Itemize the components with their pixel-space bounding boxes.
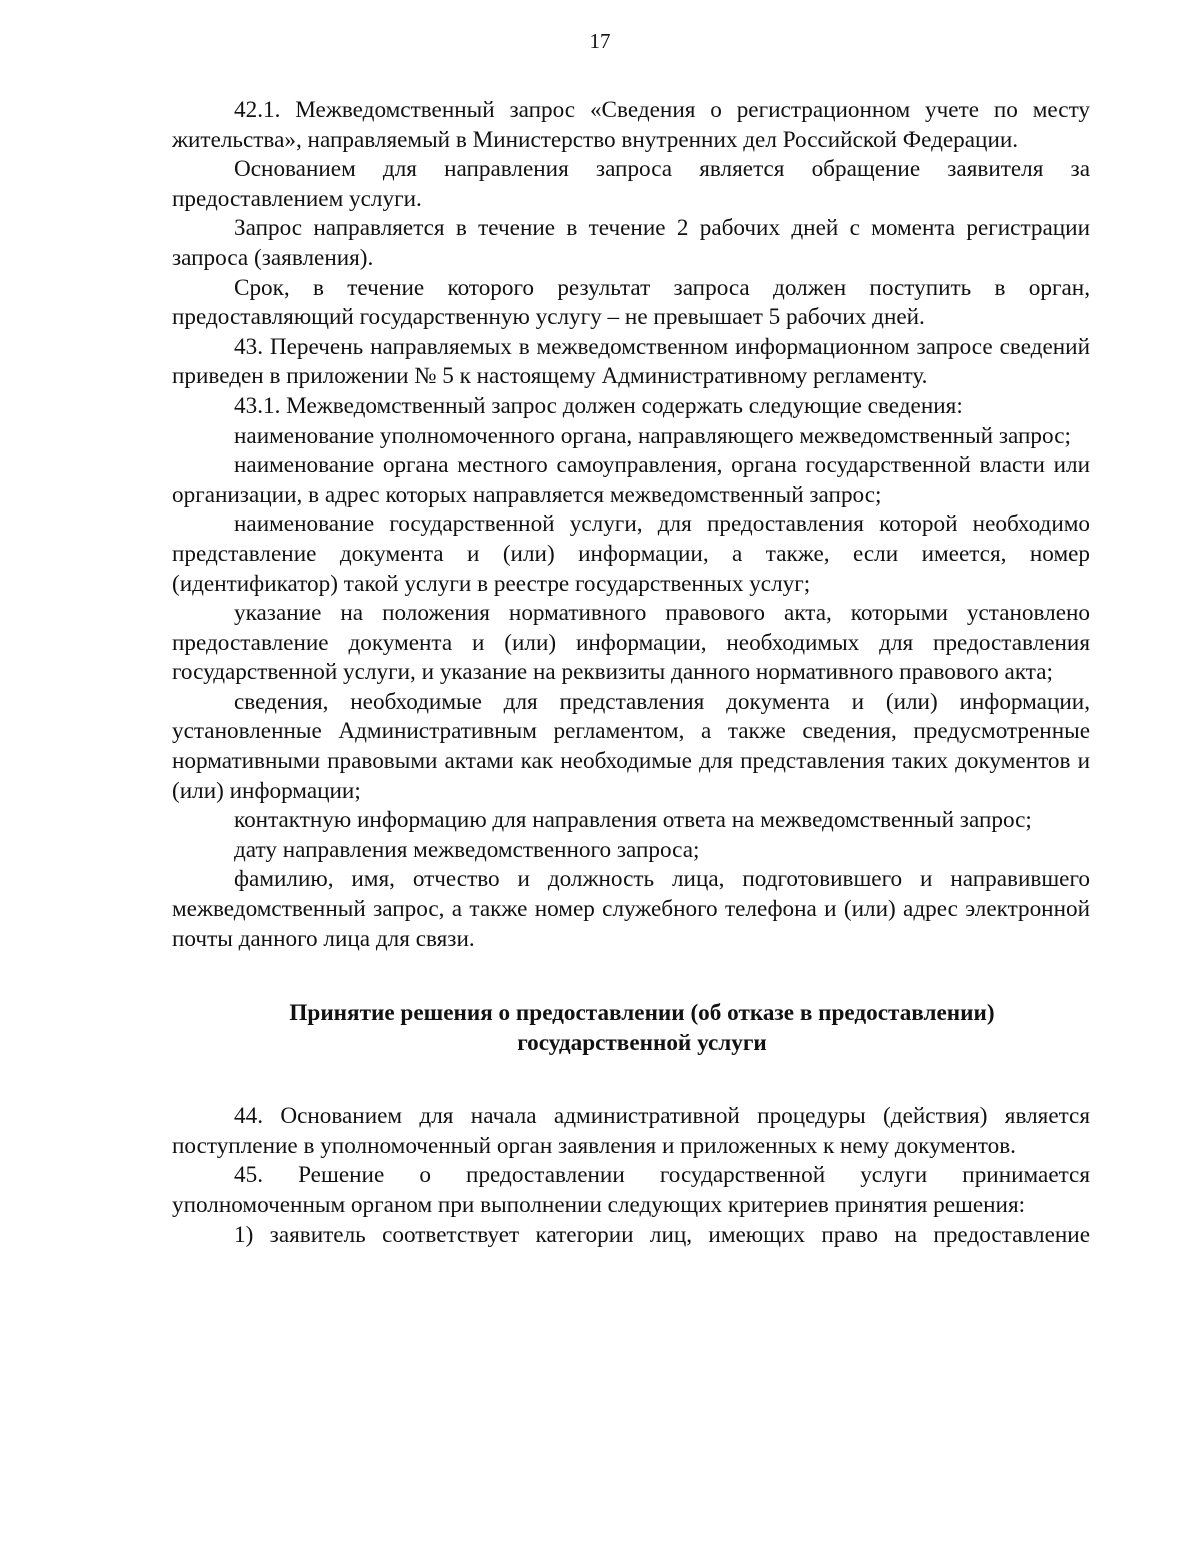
paragraph-43: 43. Перечень направляемых в межведомственном информационном запросе сведений приведен в приложении № 5 к настоящему Административному регламенту. <box>172 333 1090 390</box>
list-item: указание на положения нормативного правового акта, которыми установлено предоставление документа и (или) информации, необходимых для предоставления государственной услуги, и указание на реквизиты данного нормативного правового акта; <box>172 600 1090 686</box>
paragraph-44: 44. Основанием для начала административной процедуры (действия) является поступление в уполномоченный орган заявления и приложенных к нему документов. <box>172 1103 1090 1159</box>
list-item: сведения, необходимые для представления документа и (или) информации, установленные Административным регламентом, а также сведения, предусмотренные нормативными правовыми актами как необходимые для представления таких документов и (или) информации; <box>172 688 1090 804</box>
list-item: дату направления межведомственного запроса; <box>234 836 700 863</box>
paragraph-basis: Основанием для направления запроса является обращение заявителя за предоставлением услуги. <box>172 156 1090 212</box>
list-item: наименование уполномоченного органа, направляющего межведомственный запрос; <box>234 422 1071 449</box>
paragraph-43-1: 43.1. Межведомственный запрос должен содержать следующие сведения: <box>234 392 963 419</box>
page-number: 17 <box>589 29 611 53</box>
paragraph-result-deadline: Срок, в течение которого результат запроса должен поступить в орган, предоставляющий государственную услугу – не превышает 5 рабочих дней. <box>172 274 1090 331</box>
section-heading <box>172 998 1090 1058</box>
document-body <box>172 96 1090 1250</box>
section-heading-line-1: Принятие решения о предоставлении (об отказе в предоставлении) <box>289 1000 995 1027</box>
list-item: контактную информацию для направления ответа на межведомственный запрос; <box>234 807 1032 834</box>
list-item: фамилию, имя, отчество и должность лица, подготовившего и направившего межведомственный запрос, а также номер служебного телефона и (или) адрес электронной почты данного лица для связи. <box>172 866 1090 952</box>
section-heading-line-2: государственной услуги <box>517 1030 767 1057</box>
list-item: наименование государственной услуги, для предоставления которой необходимо представление документа и (или) информации, а также, если имеется, номер (идентификатор) такой услуги в реестре государственных услуг; <box>172 511 1090 597</box>
paragraph-request-term: Запрос направляется в течение в течение 2 рабочих дней с момента регистрации запроса (заявления). <box>172 215 1090 271</box>
paragraph-45: 45. Решение о предоставлении государственной услуги принимается уполномоченным органом при выполнении следующих критериев принятия решения: <box>172 1162 1090 1218</box>
list-item: наименование органа местного самоуправления, органа государственной власти или организации, в адрес которых направляется межведомственный запрос; <box>172 452 1090 508</box>
paragraph-criterion-1: 1) заявитель соответствует категории лиц, имеющих право на предоставление <box>234 1221 1090 1248</box>
paragraph-42-1: 42.1. Межведомственный запрос «Сведения о регистрационном учете по месту жительства», направляемый в Министерство внутренних дел Российской Федерации. <box>172 97 1090 153</box>
